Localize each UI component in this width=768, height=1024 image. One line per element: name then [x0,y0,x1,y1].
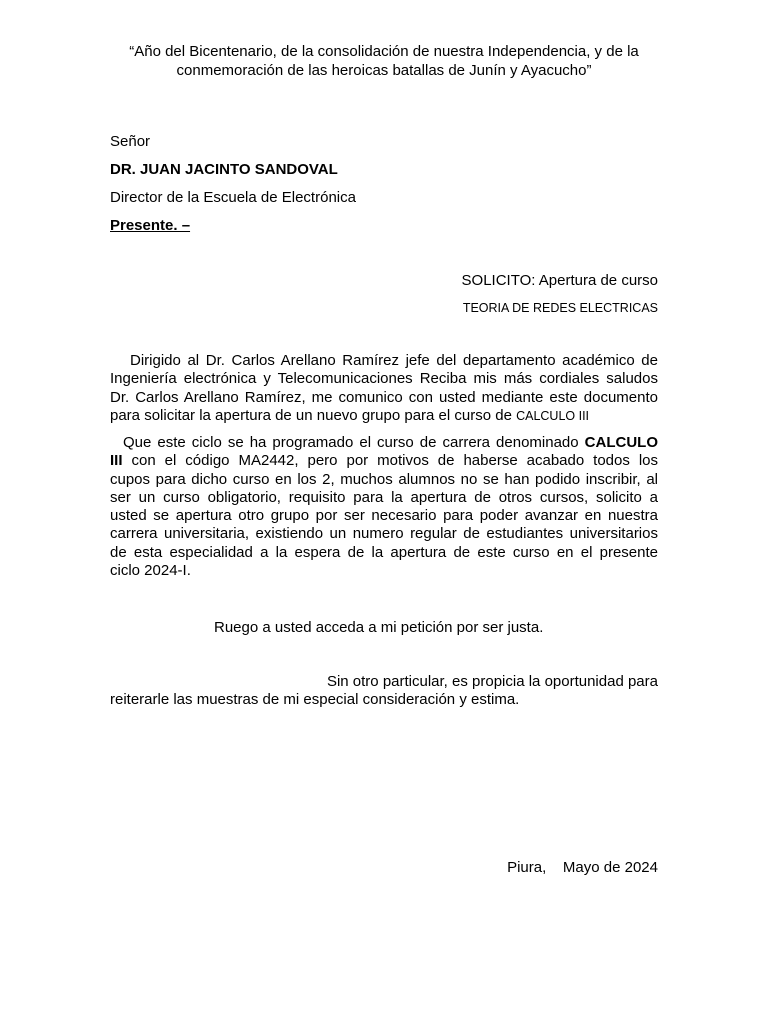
p1-line-3: Dr. Carlos Arellano Ramírez, me comunico con usted mediante este documento [110,388,658,406]
p2-line-5: usted se apertura otro grupo por ser necesario para poder avanzar en nuestra [110,507,658,525]
course-name-bold: CALCULO [584,434,658,451]
p2-line-8: ciclo 2024-I. [110,562,191,580]
closing-line-2: reiterarle las muestras de mi especial consideración y estima. [110,691,520,708]
date-place: Piura, [507,859,547,876]
p2-line-3: cupos para dicho curso en los 2, muchos alumnos no se han podido inscribir, al [110,470,658,488]
subject-solicito: SOLICITO: Apertura de curso [461,272,658,289]
date-line [507,859,658,877]
salutation: Señor [110,133,151,150]
p2-line-1-text: Que este ciclo se ha programado el curso de carrera denominado [123,434,579,451]
addressee-name: DR. JUAN JACINTO SANDOVAL [110,161,338,178]
course-name-inline: CALCULO III [516,408,590,423]
p2-line-1 [110,434,658,452]
p2-line-4: ser un curso obligatorio, requisito para la apertura de otros cursos, solicito a [110,488,658,506]
closing-line-1: Sin otro particular, es propicia la oportunidad para [326,673,658,690]
p1-line-1: Dirigido al Dr. Carlos Arellano Ramírez jefe del departamento académico de [130,352,658,369]
motto-header [110,42,658,80]
p2-line-7: de esta especialidad a la espera de la apertura de este curso en el presente [110,543,658,561]
course-name-bold-cont: III [110,452,123,470]
p2-line-2-text: con el código MA2442, pero por motivos de haberse acabado todos los [131,452,659,470]
motto-line-2: conmemoración de las heroicas batallas de Junín y Ayacucho” [176,62,592,79]
p1-line-2: Ingeniería electrónica y Telecomunicaciones Reciba mis más cordiales saludos [110,370,658,388]
addressee-position: Director de la Escuela de Electrónica [110,189,356,206]
subject-course: TEORIA DE REDES ELECTRICAS [462,301,658,315]
motto-line-1: “Año del Bicentenario, de la consolidación de nuestra Independencia, y de la [129,43,639,60]
body-paragraph-2 [110,434,658,580]
p2-line-2 [110,452,658,470]
p1-line-4-text: para solicitar la apertura de un nuevo grupo para el curso de [110,406,512,424]
p2-line-6: carrera universitaria, existiendo un numero regular de estudiantes universitarios [110,525,658,543]
request-line: Ruego a usted acceda a mi petición por ser justa. [214,619,544,636]
date-value: Mayo de 2024 [562,859,658,876]
p1-line-4 [110,407,658,425]
presente-label: Presente. – [110,217,191,234]
body-paragraph-1 [110,352,658,425]
